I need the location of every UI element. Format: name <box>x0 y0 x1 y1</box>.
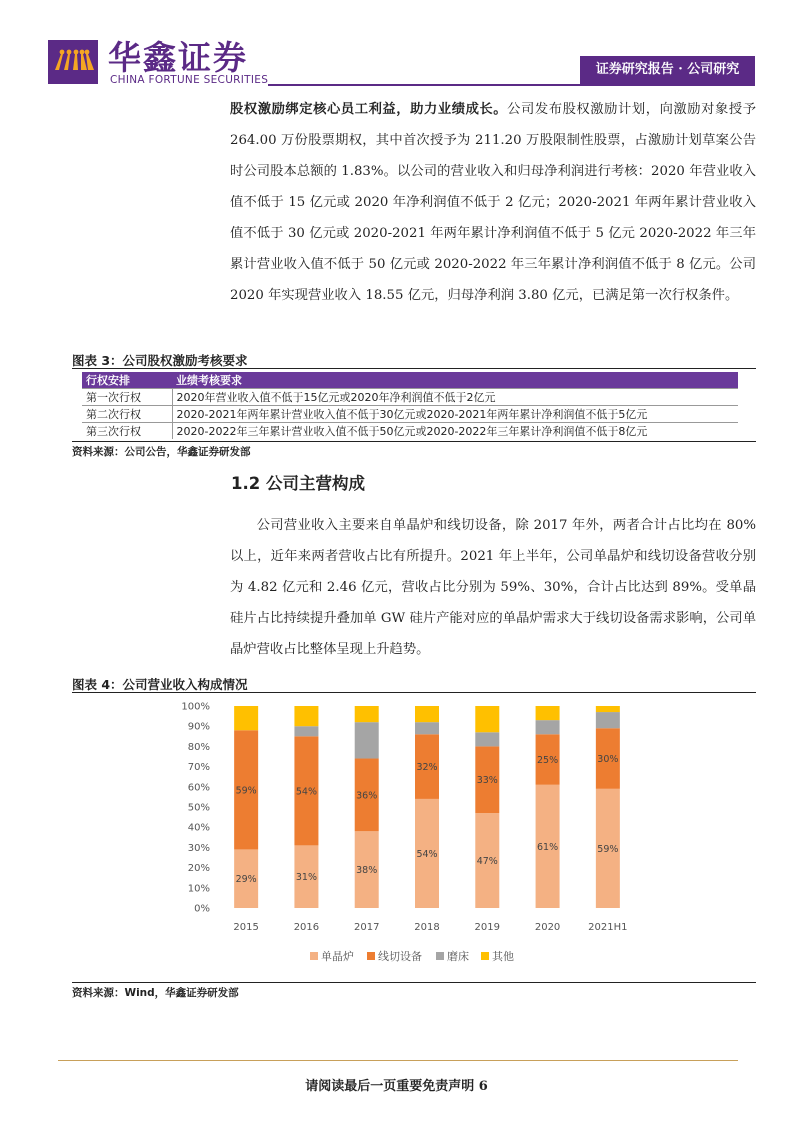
column-header: 行权安排 <box>82 372 172 389</box>
bar-segment <box>475 706 499 732</box>
bar-segment <box>596 712 620 728</box>
brand-name-en: CHINA FORTUNE SECURITIES <box>110 74 269 86</box>
y-tick-label: 0% <box>194 903 210 915</box>
incentive-body: 公司发布股权激励计划，向激励对象授予 264.00 万份股票期权，其中首次授予为 211.20 万股限制性股票，占激励计划草案公告时公司股本总额的 1.83%。以公司的营业收入和归母净利润进行考核：2020 年营业收入值不低于 15 亿元或 2020 年净利润值不低于 2 亿元；2020-2021 年两年累计营业收入值不低于 30 亿元或 2020-2021 年两年累计净利润值不低于 5 亿元 2020-2022 年三年累计营业收入值不低于 50 亿元或 2020-2022 年三年累计净利润值不低于 8 亿元。公司 2020 年实现营业收入 18.55 亿元，归母净利润 3.80 亿元，已满足第一次行权条件。 <box>230 102 757 303</box>
y-tick-label: 90% <box>187 721 210 733</box>
legend-swatch <box>310 952 318 960</box>
y-tick-label: 10% <box>187 883 210 895</box>
data-label: 61% <box>537 841 559 853</box>
bar-segment <box>415 722 439 734</box>
figure4-bottom-rule <box>72 982 756 983</box>
table-row <box>82 389 738 406</box>
brand-name-cn: 华鑫证券 <box>108 38 248 77</box>
figure4-top-rule <box>72 692 756 693</box>
table-row <box>82 406 738 423</box>
bar-segment <box>415 706 439 722</box>
data-label: 47% <box>476 856 498 868</box>
y-tick-label: 100% <box>181 701 210 713</box>
incentive-lead: 股权激励绑定核心员工利益，助力业绩成长。 <box>230 102 508 117</box>
legend-swatch <box>367 952 375 960</box>
y-tick-label: 20% <box>187 863 210 875</box>
section-heading: 1.2 公司主营构成 <box>231 474 365 493</box>
y-tick-label: 60% <box>187 782 210 794</box>
table-header-row <box>82 372 738 389</box>
table-cell: 第三次行权 <box>82 423 172 440</box>
data-label: 31% <box>295 872 317 884</box>
figure4-source: 资料来源：Wind，华鑫证券研发部 <box>72 987 239 999</box>
y-tick-label: 80% <box>187 741 210 753</box>
x-tick-label: 2020 <box>534 922 561 933</box>
incentive-table <box>82 372 738 439</box>
x-tick-label: 2017 <box>353 922 380 933</box>
report-type-tag: 证券研究报告 · 公司研究 <box>580 56 755 84</box>
brand-logo-icon <box>48 40 98 84</box>
legend-label: 磨床 <box>447 950 469 963</box>
bar-segment <box>596 706 620 712</box>
table-cell: 2020-2021年两年累计营业收入值不低于30亿元或2020-2021年两年累计净利润值不低于5亿元 <box>172 406 738 423</box>
bar-segment <box>355 706 379 722</box>
table-cell: 2020-2022年三年累计营业收入值不低于50亿元或2020-2022年三年累计净利润值不低于8亿元 <box>172 423 738 440</box>
bar-segment <box>536 720 560 734</box>
y-tick-label: 40% <box>187 822 210 834</box>
data-label: 54% <box>416 848 438 860</box>
figure3-source: 资料来源：公司公告，华鑫证券研发部 <box>72 446 251 458</box>
data-label: 36% <box>356 790 378 802</box>
revenue-mix-chart <box>160 696 650 976</box>
x-tick-label: 2021H1 <box>588 922 628 933</box>
legend-swatch <box>481 952 489 960</box>
section-1-2-paragraph: 公司营业收入主要来自单晶炉和线切设备，除 2017 年外，两者合计占比均在 80% 以上，近年来两者营收占比有所提升。2021 年上半年，公司单晶炉和线切设备营收分别为 4.82 亿元和 2.46 亿元，营收占比分别为 59%、30%，合计占比达到 89%。受单晶硅片占比持续提升叠加单 GW 硅片产能对应的单晶炉需求大于线切设备需求影响，公司单晶炉营收占比整体呈现上升趋势。 <box>230 518 756 657</box>
table-cell: 2020年营业收入值不低于15亿元或2020年净利润值不低于2亿元 <box>172 389 738 406</box>
table-row <box>82 423 738 440</box>
y-tick-label: 70% <box>187 762 210 774</box>
bar-segment <box>234 706 258 730</box>
column-header: 业绩考核要求 <box>172 372 738 389</box>
data-label: 54% <box>295 786 317 798</box>
figure3-caption: 图表 3：公司股权激励考核要求 <box>72 353 248 368</box>
data-label: 25% <box>537 755 559 767</box>
data-label: 33% <box>476 775 498 787</box>
footer-rule <box>58 1060 738 1061</box>
legend-swatch <box>436 952 444 960</box>
bar-segment <box>355 722 379 758</box>
legend-label: 线切设备 <box>378 950 422 963</box>
bar-segment <box>536 706 560 720</box>
data-label: 38% <box>356 865 378 877</box>
table-cell: 第一次行权 <box>82 389 172 406</box>
legend-label: 其他 <box>492 950 514 963</box>
y-tick-label: 30% <box>187 842 210 854</box>
incentive-paragraph <box>230 94 756 311</box>
figure4-caption: 图表 4：公司营业收入构成情况 <box>72 677 248 692</box>
y-tick-label: 50% <box>187 802 210 814</box>
bar-segment <box>294 726 318 736</box>
data-label: 59% <box>597 843 619 855</box>
x-tick-label: 2016 <box>293 922 320 933</box>
figure3-top-rule <box>72 368 756 369</box>
bar-segment <box>475 732 499 746</box>
figure3-bottom-rule <box>72 441 756 442</box>
data-label: 30% <box>597 754 619 766</box>
x-tick-label: 2019 <box>474 922 501 933</box>
header-rule <box>268 84 755 86</box>
x-tick-label: 2015 <box>233 922 259 933</box>
x-tick-label: 2018 <box>414 922 440 933</box>
footer-disclaimer: 请阅读最后一页重要免责声明 6 <box>305 1079 488 1094</box>
data-label: 29% <box>235 874 257 886</box>
data-label: 59% <box>235 785 257 797</box>
table-cell: 第二次行权 <box>82 406 172 423</box>
legend-label: 单晶炉 <box>321 950 354 963</box>
data-label: 32% <box>416 762 438 774</box>
bar-segment <box>294 706 318 726</box>
